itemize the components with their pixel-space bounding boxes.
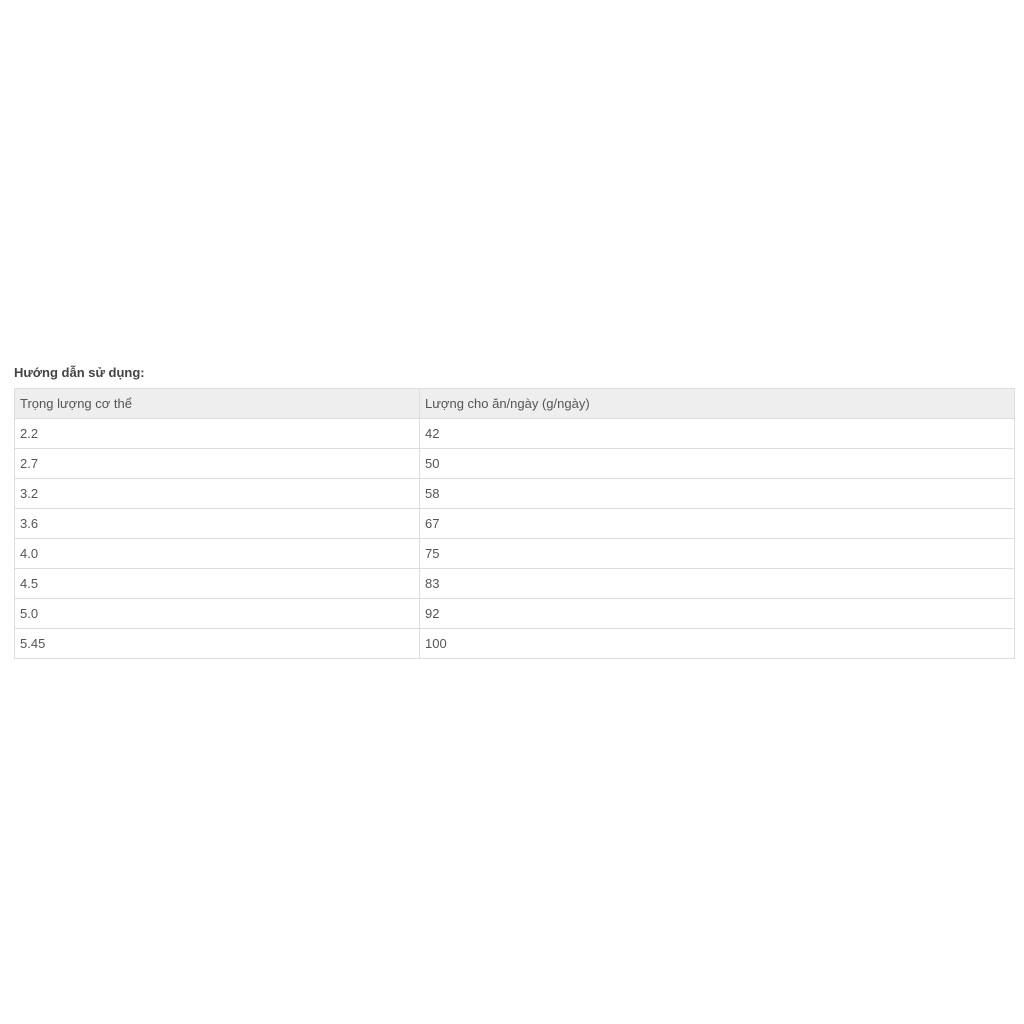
feeding-table — [14, 388, 1015, 659]
table-header-row — [15, 389, 1015, 419]
cell-body-weight: 2.2 — [15, 419, 420, 449]
cell-daily-amount: 92 — [420, 599, 1015, 629]
cell-daily-amount: 100 — [420, 629, 1015, 659]
column-header-daily-amount: Lượng cho ăn/ngày (g/ngày) — [420, 389, 1015, 419]
cell-daily-amount: 42 — [420, 419, 1015, 449]
cell-daily-amount: 67 — [420, 509, 1015, 539]
cell-body-weight: 3.6 — [15, 509, 420, 539]
table-row — [15, 419, 1015, 449]
cell-daily-amount: 50 — [420, 449, 1015, 479]
table-row — [15, 599, 1015, 629]
cell-body-weight: 5.45 — [15, 629, 420, 659]
table-row — [15, 509, 1015, 539]
cell-daily-amount: 58 — [420, 479, 1015, 509]
cell-body-weight: 2.7 — [15, 449, 420, 479]
table-row — [15, 629, 1015, 659]
table-row — [15, 479, 1015, 509]
cell-daily-amount: 83 — [420, 569, 1015, 599]
cell-body-weight: 4.5 — [15, 569, 420, 599]
table-row — [15, 569, 1015, 599]
cell-body-weight: 3.2 — [15, 479, 420, 509]
usage-guide-section — [14, 364, 1014, 659]
cell-body-weight: 5.0 — [15, 599, 420, 629]
table-row — [15, 539, 1015, 569]
cell-daily-amount: 75 — [420, 539, 1015, 569]
section-title: Hướng dẫn sử dụng: — [14, 365, 145, 380]
cell-body-weight: 4.0 — [15, 539, 420, 569]
table-row — [15, 449, 1015, 479]
column-header-body-weight: Trọng lượng cơ thể — [15, 389, 420, 419]
